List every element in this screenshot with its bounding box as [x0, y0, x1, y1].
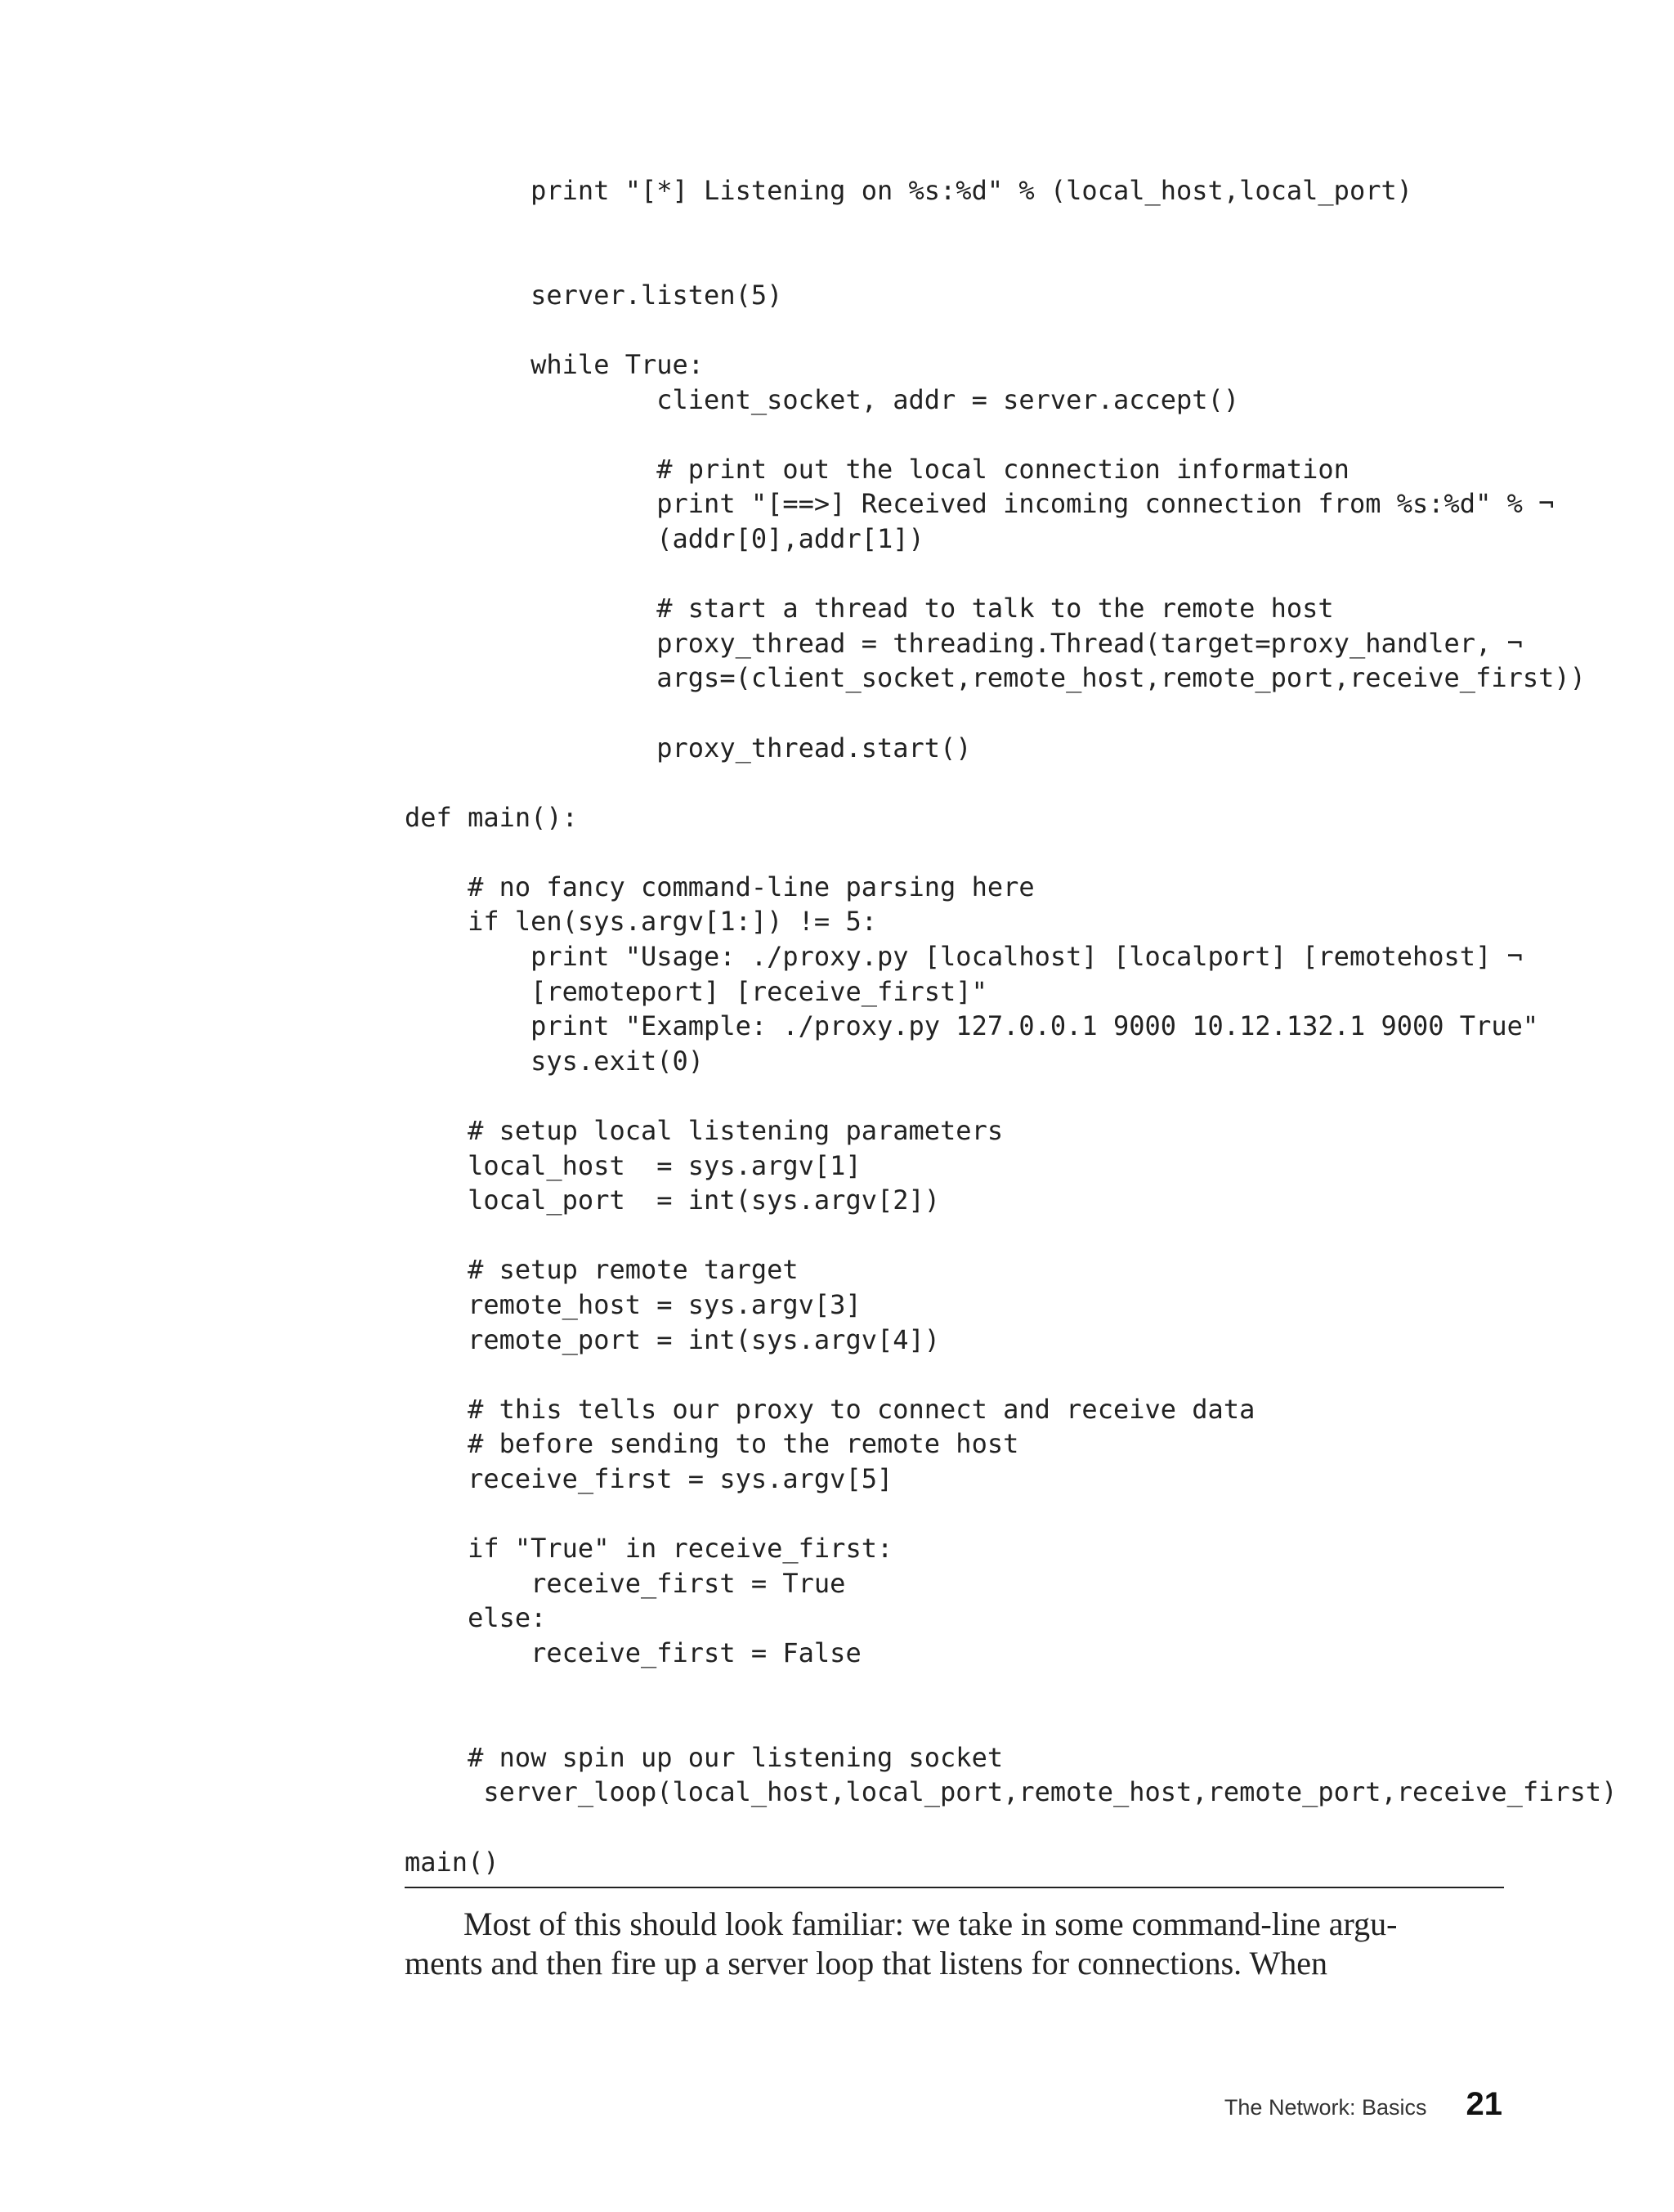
code-line: server.listen(5)	[405, 279, 783, 311]
code-line: receive_first = False	[405, 1637, 862, 1668]
code-line: (addr[0],addr[1])	[405, 522, 924, 554]
code-line: # before sending to the remote host	[405, 1428, 1019, 1460]
code-line: print "[*] Listening on %s:%d" % (local_host,local_port)	[405, 175, 1412, 206]
code-line: # print out the local connection information	[405, 453, 1349, 485]
code-line	[405, 696, 1504, 731]
page-footer	[1224, 2086, 1502, 2127]
code-line: print "[==>] Received incoming connection from %s:%d" % ¬	[405, 488, 1555, 520]
code-line	[405, 1218, 1504, 1253]
code-line: receive_first = True	[405, 1567, 846, 1599]
code-line: local_host = sys.argv[1]	[405, 1149, 862, 1181]
code-line: server_loop(local_host,local_port,remote_host,remote_port,receive_first)	[405, 1776, 1618, 1808]
code-line: proxy_thread = threading.Thread(target=proxy_handler, ¬	[405, 627, 1523, 659]
code-line	[405, 1671, 1504, 1706]
code-line: else:	[405, 1602, 547, 1634]
code-line: # no fancy command-line parsing here	[405, 871, 1035, 902]
code-line	[405, 417, 1504, 452]
code-listing	[405, 173, 1618, 1879]
code-line	[405, 243, 1504, 278]
code-line	[405, 1078, 1504, 1113]
code-line: if len(sys.argv[1:]) != 5:	[405, 906, 877, 938]
code-line: remote_port = int(sys.argv[4])	[405, 1323, 941, 1355]
code-line: while True:	[405, 348, 705, 380]
code-line: args=(client_socket,remote_host,remote_port,receive_first))	[405, 662, 1586, 694]
code-line: [remoteport] [receive_first]"	[405, 975, 987, 1007]
code-line	[405, 557, 1504, 592]
code-line: # setup local listening parameters	[405, 1115, 1004, 1147]
code-line: if "True" in receive_first:	[405, 1533, 893, 1565]
code-line	[405, 208, 1504, 244]
body-paragraph	[405, 1905, 1504, 1983]
code-line	[405, 765, 1504, 800]
code-line: local_port = int(sys.argv[2])	[405, 1184, 941, 1216]
code-listing-divider	[405, 1887, 1504, 1888]
code-line: print "Usage: ./proxy.py [localhost] [localport] [remotehost] ¬	[405, 941, 1523, 973]
code-line: sys.exit(0)	[405, 1045, 705, 1077]
page-number: 21	[1466, 2086, 1502, 2122]
code-line: print "Example: ./proxy.py 127.0.0.1 9000 10.12.132.1 9000 True"	[405, 1010, 1539, 1042]
code-line	[405, 312, 1504, 347]
code-line	[405, 1810, 1504, 1845]
paragraph-line: ments and then fire up a server loop that listens for connections. When	[405, 1945, 1327, 1981]
code-line	[405, 1497, 1504, 1532]
code-line: main()	[405, 1846, 499, 1878]
code-line: # start a thread to talk to the remote host	[405, 593, 1334, 625]
code-line: # setup remote target	[405, 1254, 799, 1286]
running-head: The Network: Basics	[1224, 2095, 1427, 2120]
paragraph-line: Most of this should look familiar: we take in some command-line argu-	[463, 1905, 1398, 1942]
code-line	[405, 1357, 1504, 1392]
code-line: # now spin up our listening socket	[405, 1741, 1004, 1773]
code-line: # this tells our proxy to connect and receive data	[405, 1393, 1256, 1425]
code-line: client_socket, addr = server.accept()	[405, 383, 1240, 415]
code-line: def main():	[405, 801, 578, 833]
code-line: remote_host = sys.argv[3]	[405, 1289, 862, 1320]
code-line	[405, 1705, 1504, 1740]
code-line	[405, 835, 1504, 870]
code-line: proxy_thread.start()	[405, 732, 972, 763]
code-line: receive_first = sys.argv[5]	[405, 1462, 893, 1494]
